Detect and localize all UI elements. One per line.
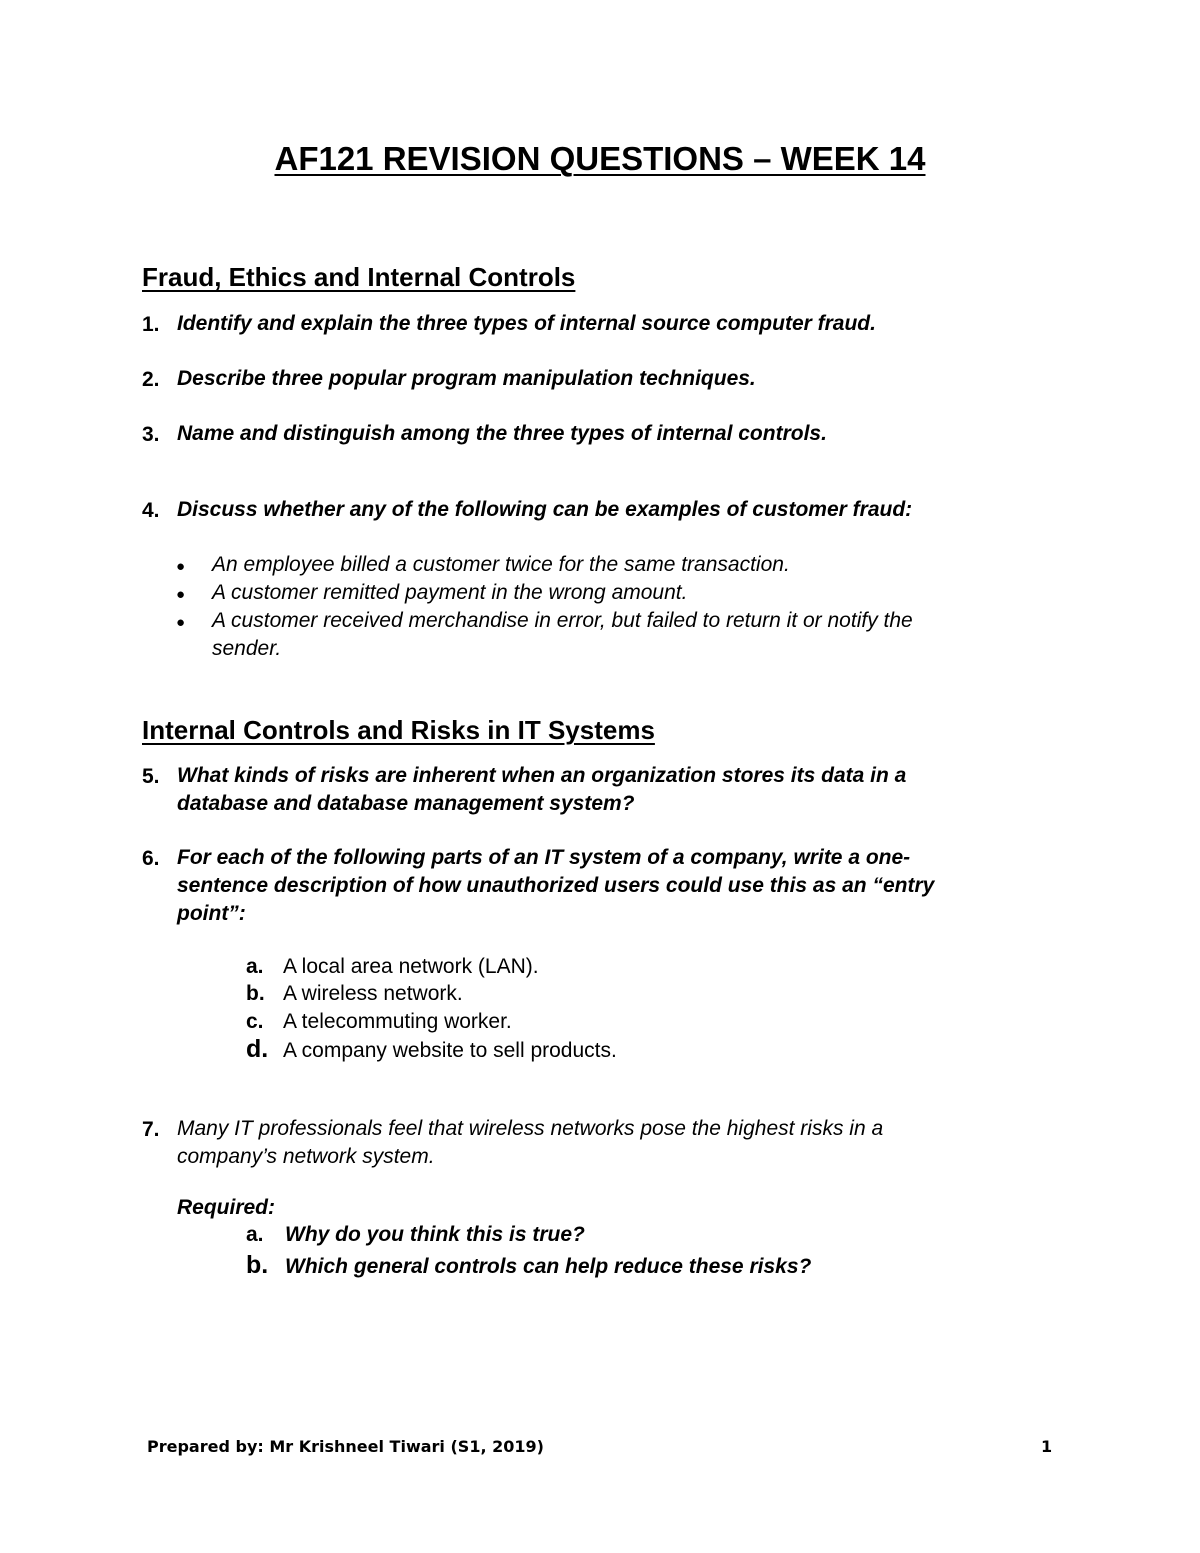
item-text: A wireless network. (283, 982, 463, 1005)
item-text: Which general controls can help reduce these risks? (285, 1255, 812, 1278)
item-letter: b. (246, 982, 265, 1005)
question-text-line: Many IT professionals feel that wireless networks pose the highest risks in a (177, 1117, 884, 1140)
item-letter: a. (246, 1223, 264, 1246)
footer-prepared-by: Prepared by: Mr Krishneel Tiwari (S1, 2019) (147, 1437, 544, 1456)
question-text-line: sentence description of how unauthorized users could use this as an “entry (177, 874, 935, 897)
item-text: Why do you think this is true? (285, 1223, 585, 1246)
bullet-dot-icon: ● (176, 586, 186, 603)
question-number: 1. (142, 313, 160, 336)
page-number: 1 (1041, 1437, 1053, 1456)
question-text: Name and distinguish among the three types of internal controls. (177, 422, 827, 445)
item-text: A company website to sell products. (283, 1039, 617, 1062)
required-label: Required: (177, 1196, 276, 1219)
section-heading-fraud: Fraud, Ethics and Internal Controls (142, 262, 576, 292)
item-letter: c. (246, 1010, 264, 1033)
question-text-line: company’s network system. (177, 1145, 435, 1168)
question-text-line: What kinds of risks are inherent when an organization stores its data in a (177, 764, 907, 787)
item-text: A local area network (LAN). (283, 955, 539, 978)
item-text: A telecommuting worker. (283, 1010, 512, 1033)
bullet-item: An employee billed a customer twice for the same transaction. (212, 553, 790, 576)
bullet-dot-icon: ● (176, 614, 186, 631)
bullet-item-continuation: sender. (212, 637, 282, 660)
question-number: 5. (142, 765, 160, 788)
page-title: AF121 REVISION QUESTIONS – WEEK 14 (274, 140, 926, 177)
item-letter: a. (246, 955, 264, 978)
question-text: Describe three popular program manipulation techniques. (177, 367, 756, 390)
bullet-item: A customer received merchandise in error, but failed to return it or notify the (212, 609, 913, 632)
section-heading-it-risks: Internal Controls and Risks in IT Systems (142, 715, 655, 745)
question-number: 7. (142, 1118, 160, 1141)
bullet-item: A customer remitted payment in the wrong amount. (212, 581, 688, 604)
question-number: 4. (142, 499, 160, 522)
question-number: 3. (142, 423, 160, 446)
question-number: 6. (142, 847, 160, 870)
item-letter: b. (246, 1251, 269, 1279)
question-text: Discuss whether any of the following can be examples of customer fraud: (177, 498, 913, 521)
question-text: Identify and explain the three types of internal source computer fraud. (177, 312, 876, 335)
question-text-line: point”: (177, 902, 246, 925)
question-text-line: For each of the following parts of an IT system of a company, write a one- (177, 846, 911, 869)
item-letter: d. (246, 1035, 269, 1063)
question-text-line: database and database management system? (177, 792, 635, 815)
bullet-dot-icon: ● (176, 558, 186, 575)
question-number: 2. (142, 368, 160, 391)
